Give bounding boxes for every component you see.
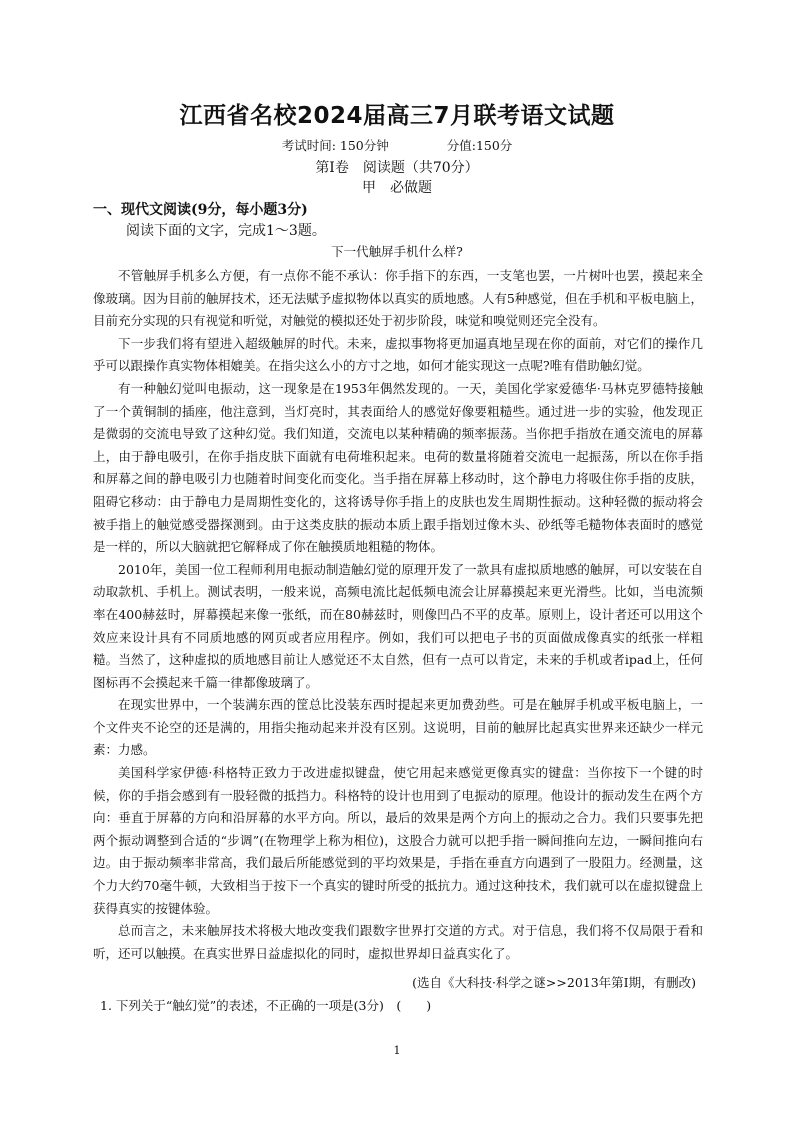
section-heading: 一、现代文阅读(9分，每小题3分) xyxy=(93,202,308,218)
article-paragraph: 美国科学家伊德·科格特正致力于改进虚拟键盘，使它用起来感觉更像真实的键盘：当你按下一个键的时候，你的手指会感到有一股轻微的抵挡力。科格特的设计也用到了电振动的原理。他设计的振动发生在两个方向：垂直于屏幕的方向和沿屏幕的水平方向。所以，最后的效果是两个方向上的振动之合力。我们只要事先把两个振动调整到合适的“步调”(在物理学上称为相位)，这股合力就可以把手指一瞬间推向左边，一瞬间推向右边。由于振动频率非常高，我们最后所能感觉到的平均效果是，手指在垂直方向遇到了一股阻力。经测量，这个力大约70毫牛顿，大致相当于按下一个真实的键时所受的抵抗力。通过这种技术，我们就可以在虚拟键盘上获得真实的按键体验。 xyxy=(93,765,703,916)
full-score: 分值:150分 xyxy=(446,138,513,153)
page-number: 1 xyxy=(393,1044,401,1057)
article-paragraph: 下一步我们将有望进入超级触屏的时代。未来，虚拟事物将更加逼真地呈现在你的面前，对它们的操作几乎可以跟操作真实物体相媲美。在指尖这么小的方寸之地，如何才能实现这一点呢?唯有借助触幻觉。 xyxy=(93,335,703,374)
article-source: (选自《大科技·科学之谜>>2013年第Ⅰ期，有删改) xyxy=(412,975,696,990)
article-paragraph: 在现实世界中，一个装满东西的筐总比没装东西时提起来更加费劲些。可是在触屏手机或平板电脑上，一个文件夹不论空的还是满的，用指尖拖动起来并没有区别。这说明，目前的触屏比起真实世界来还缺少一样元素：力感。 xyxy=(93,697,703,758)
volume-heading: 第Ⅰ卷 阅读题（共70分） xyxy=(315,160,479,176)
part-heading: 甲 必做题 xyxy=(362,180,432,196)
section-instruction: 阅读下面的文字，完成1～3题。 xyxy=(126,223,326,239)
article-title: 下一代触屏手机什么样? xyxy=(331,244,463,259)
article-paragraph: 2010年，美国一位工程师利用电振动制造触幻觉的原理开发了一款具有虚拟质地感的触屏，可以安装在自动取款机、手机上。测试表明，一般来说，高频电流比起低频电流会让屏幕摸起来更光滑些。比如，当电流频率在400赫兹时，屏幕摸起来像一张纸，而在80赫兹时，则像凹凸不平的皮革。原则上，设计者还可以用这个效应来设计具有不同质地感的网页或者应用程序。例如，我们可以把电子书的页面做成像真实的纸张一样粗糙。当然了，这种虚拟的质地感目前让人感觉还不太自然，但有一点可以肯定，未来的手机或者ipad上，任何图标再不会摸起来千篇一律都像玻璃了。 xyxy=(93,561,703,690)
exam-time: 考试时间: 150分钟 xyxy=(281,138,389,153)
article-body xyxy=(93,265,703,965)
article-paragraph: 不管触屏手机多么方便，有一点你不能不承认：你手指下的东西，一支笔也罢，一片树叶也罢，摸起来全像玻璃。因为目前的触屏技术，还无法赋予虚拟物体以真实的质地感。人有5种感觉，但在手机和平板电脑上，目前充分实现的只有视觉和听觉，对触觉的模拟还处于初步阶段，味觉和嗅觉则还完全没有。 xyxy=(93,268,703,329)
exam-meta xyxy=(0,136,794,156)
question-1: 1. 下列关于“触幻觉”的表述，不正确的一项是(3分) ( ) xyxy=(100,998,432,1013)
article-paragraph: 有一种触幻觉叫电振动，这一现象是在1953年偶然发现的。一天，美国化学家爱德华·马林克罗德特接触了一个黄铜制的插座，他注意到，当灯亮时，其表面给人的感觉好像要粗糙些。通过进一步的实验，他发现正是微弱的交流电导致了这种幻觉。我们知道，交流电以某种精确的频率振荡。当你把手指放在通交流电的屏幕上，由于静电吸引，在你手指皮肤下面就有电荷堆积起来。电荷的数量将随着交流电一起振荡，所以在你手指和屏幕之间的静电吸引力也随着时间变化而变化。当手指在屏幕上移动时，这个静电力将吸住你手指的皮肤，阻碍它移动：由于静电力是周期性变化的，这将诱导你手指上的皮肤也发生周期性振动。这种轻微的振动将会被手指上的触觉感受器探测到。由于这类皮肤的振动本质上跟手指划过像木头、砂纸等毛糙物体表面时的感觉是一样的，所以大脑就把它解释成了你在触摸质地粗糙的物体。 xyxy=(93,380,703,555)
exam-title: 江西省名校2024届高三7月联考语文试题 xyxy=(179,103,615,129)
article-paragraph: 总而言之，未来触屏技术将极大地改变我们跟数字世界打交道的方式。对于信息，我们将不仅局限于看和听，还可以触摸。在真实世界日益虚拟化的同时，虚拟世界却日益真实化了。 xyxy=(93,923,703,961)
